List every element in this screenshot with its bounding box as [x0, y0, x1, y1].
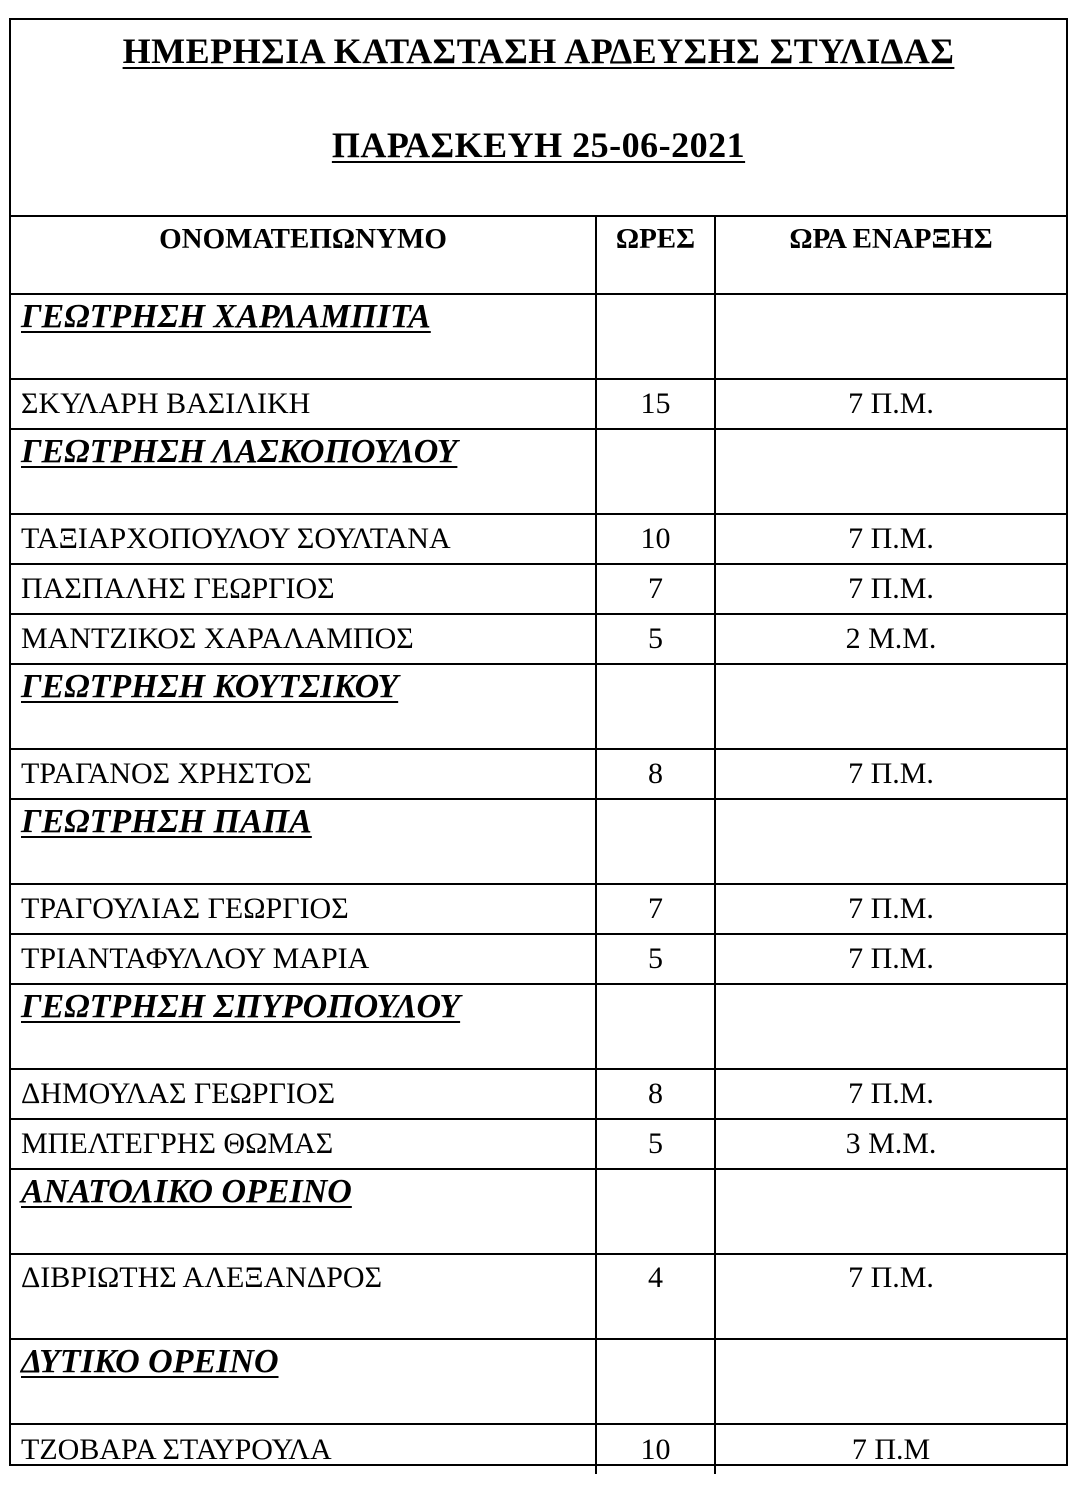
empty-cell [715, 984, 1066, 1069]
table-row [11, 1069, 1066, 1119]
person-start-time: 7 Π.Μ. [715, 749, 1066, 799]
group-name: ΓΕΩΤΡΗΣΗ ΧΑΡΛΑΜΠΙΤΑ [11, 294, 596, 379]
group-name: ΓΕΩΤΡΗΣΗ ΚΟΥΤΣΙΚΟΥ [11, 664, 596, 749]
group-row [11, 429, 1066, 514]
person-hours: 8 [596, 749, 715, 799]
group-row [11, 984, 1066, 1069]
group-row [11, 294, 1066, 379]
group-name: ΔΥΤΙΚΟ ΟΡΕΙΝΟ [11, 1339, 596, 1424]
group-name: ΑΝΑΤΟΛΙΚΟ ΟΡΕΙΝΟ [11, 1169, 596, 1254]
irrigation-schedule-sheet [9, 18, 1068, 1466]
empty-cell [715, 1339, 1066, 1424]
person-name: ΔΗΜΟΥΛΑΣ ΓΕΩΡΓΙΟΣ [11, 1069, 596, 1119]
person-name: ΤΡΑΓΑΝΟΣ ΧΡΗΣΤΟΣ [11, 749, 596, 799]
group-row [11, 1339, 1066, 1424]
header-hours: ΩΡΕΣ [596, 217, 715, 294]
header-name: ΟΝΟΜΑΤΕΠΩΝΥΜΟ [11, 217, 596, 294]
empty-cell [596, 799, 715, 884]
table-row [11, 1119, 1066, 1169]
person-start-time: 2 Μ.Μ. [715, 614, 1066, 664]
person-name: ΤΖΟΒΑΡΑ ΣΤΑΥΡΟΥΛΑ [11, 1424, 596, 1474]
person-hours: 8 [596, 1069, 715, 1119]
table-header-row [11, 217, 1066, 294]
group-row [11, 1169, 1066, 1254]
title-block [11, 20, 1066, 217]
person-start-time: 7 Π.Μ. [715, 884, 1066, 934]
empty-cell [596, 294, 715, 379]
person-start-time: 7 Π.Μ. [715, 379, 1066, 429]
group-row [11, 799, 1066, 884]
table-row [11, 749, 1066, 799]
empty-cell [596, 984, 715, 1069]
person-start-time: 7 Π.Μ. [715, 514, 1066, 564]
person-name: ΜΠΕΛΤΕΓΡΗΣ ΘΩΜΑΣ [11, 1119, 596, 1169]
person-name: ΤΡΙΑΝΤΑΦΥΛΛΟΥ ΜΑΡΙΑ [11, 934, 596, 984]
table-row [11, 884, 1066, 934]
table-row [11, 1424, 1066, 1474]
person-start-time: 7 Π.Μ [851, 1432, 931, 1466]
person-start-time: 7 Π.Μ. [715, 564, 1066, 614]
person-hours: 5 [596, 934, 715, 984]
empty-cell [715, 799, 1066, 884]
empty-cell [715, 664, 1066, 749]
schedule-table [11, 217, 1066, 1474]
person-hours: 4 [596, 1254, 715, 1339]
table-row [11, 614, 1066, 664]
empty-cell [596, 1169, 715, 1254]
person-hours: 5 [596, 614, 715, 664]
group-name: ΓΕΩΤΡΗΣΗ ΠΑΠΑ [11, 799, 596, 884]
person-name: ΤΡΑΓΟΥΛΙΑΣ ΓΕΩΡΓΙΟΣ [11, 884, 596, 934]
table-row [11, 514, 1066, 564]
table-row [11, 379, 1066, 429]
empty-cell [596, 1339, 715, 1424]
group-name: ΓΕΩΤΡΗΣΗ ΛΑΣΚΟΠΟΥΛΟΥ [11, 429, 596, 514]
person-name: ΜΑΝΤΖΙΚΟΣ ΧΑΡΑΛΑΜΠΟΣ [11, 614, 596, 664]
document-date: ΠΑΡΑΣΚΕΥΗ 25-06-2021 [331, 125, 746, 165]
empty-cell [596, 429, 715, 514]
empty-cell [596, 664, 715, 749]
person-hours: 7 [596, 884, 715, 934]
empty-cell [715, 429, 1066, 514]
header-start-time: ΩΡΑ ΕΝΑΡΞΗΣ [715, 217, 1066, 294]
person-hours: 15 [596, 379, 715, 429]
person-hours: 5 [596, 1119, 715, 1169]
person-name: ΣΚΥΛΑΡΗ ΒΑΣΙΛΙΚΗ [11, 379, 596, 429]
person-name: ΠΑΣΠΑΛΗΣ ΓΕΩΡΓΙΟΣ [11, 564, 596, 614]
person-start-time: 3 Μ.Μ. [715, 1119, 1066, 1169]
person-hours: 7 [596, 564, 715, 614]
person-start-time: 7 Π.Μ. [715, 934, 1066, 984]
empty-cell [715, 1169, 1066, 1254]
table-row [11, 1254, 1066, 1339]
empty-cell [715, 294, 1066, 379]
group-row [11, 664, 1066, 749]
group-name: ΓΕΩΤΡΗΣΗ ΣΠΥΡΟΠΟΥΛΟΥ [11, 984, 596, 1069]
table-row [11, 564, 1066, 614]
table-row [11, 934, 1066, 984]
document-title: ΗΜΕΡΗΣΙΑ ΚΑΤΑΣΤΑΣΗ ΑΡΔΕΥΣΗΣ ΣΤΥΛΙΔΑΣ [122, 31, 955, 71]
person-start-time: 7 Π.Μ. [715, 1069, 1066, 1119]
person-start-time: 7 Π.Μ. [715, 1254, 1066, 1339]
person-name: ΤΑΞΙΑΡΧΟΠΟΥΛΟΥ ΣΟΥΛΤΑΝΑ [11, 514, 596, 564]
person-hours: 10 [596, 514, 715, 564]
person-name: ΔΙΒΡΙΩΤΗΣ ΑΛΕΞΑΝΔΡΟΣ [11, 1254, 596, 1339]
person-hours: 10 [596, 1424, 715, 1474]
